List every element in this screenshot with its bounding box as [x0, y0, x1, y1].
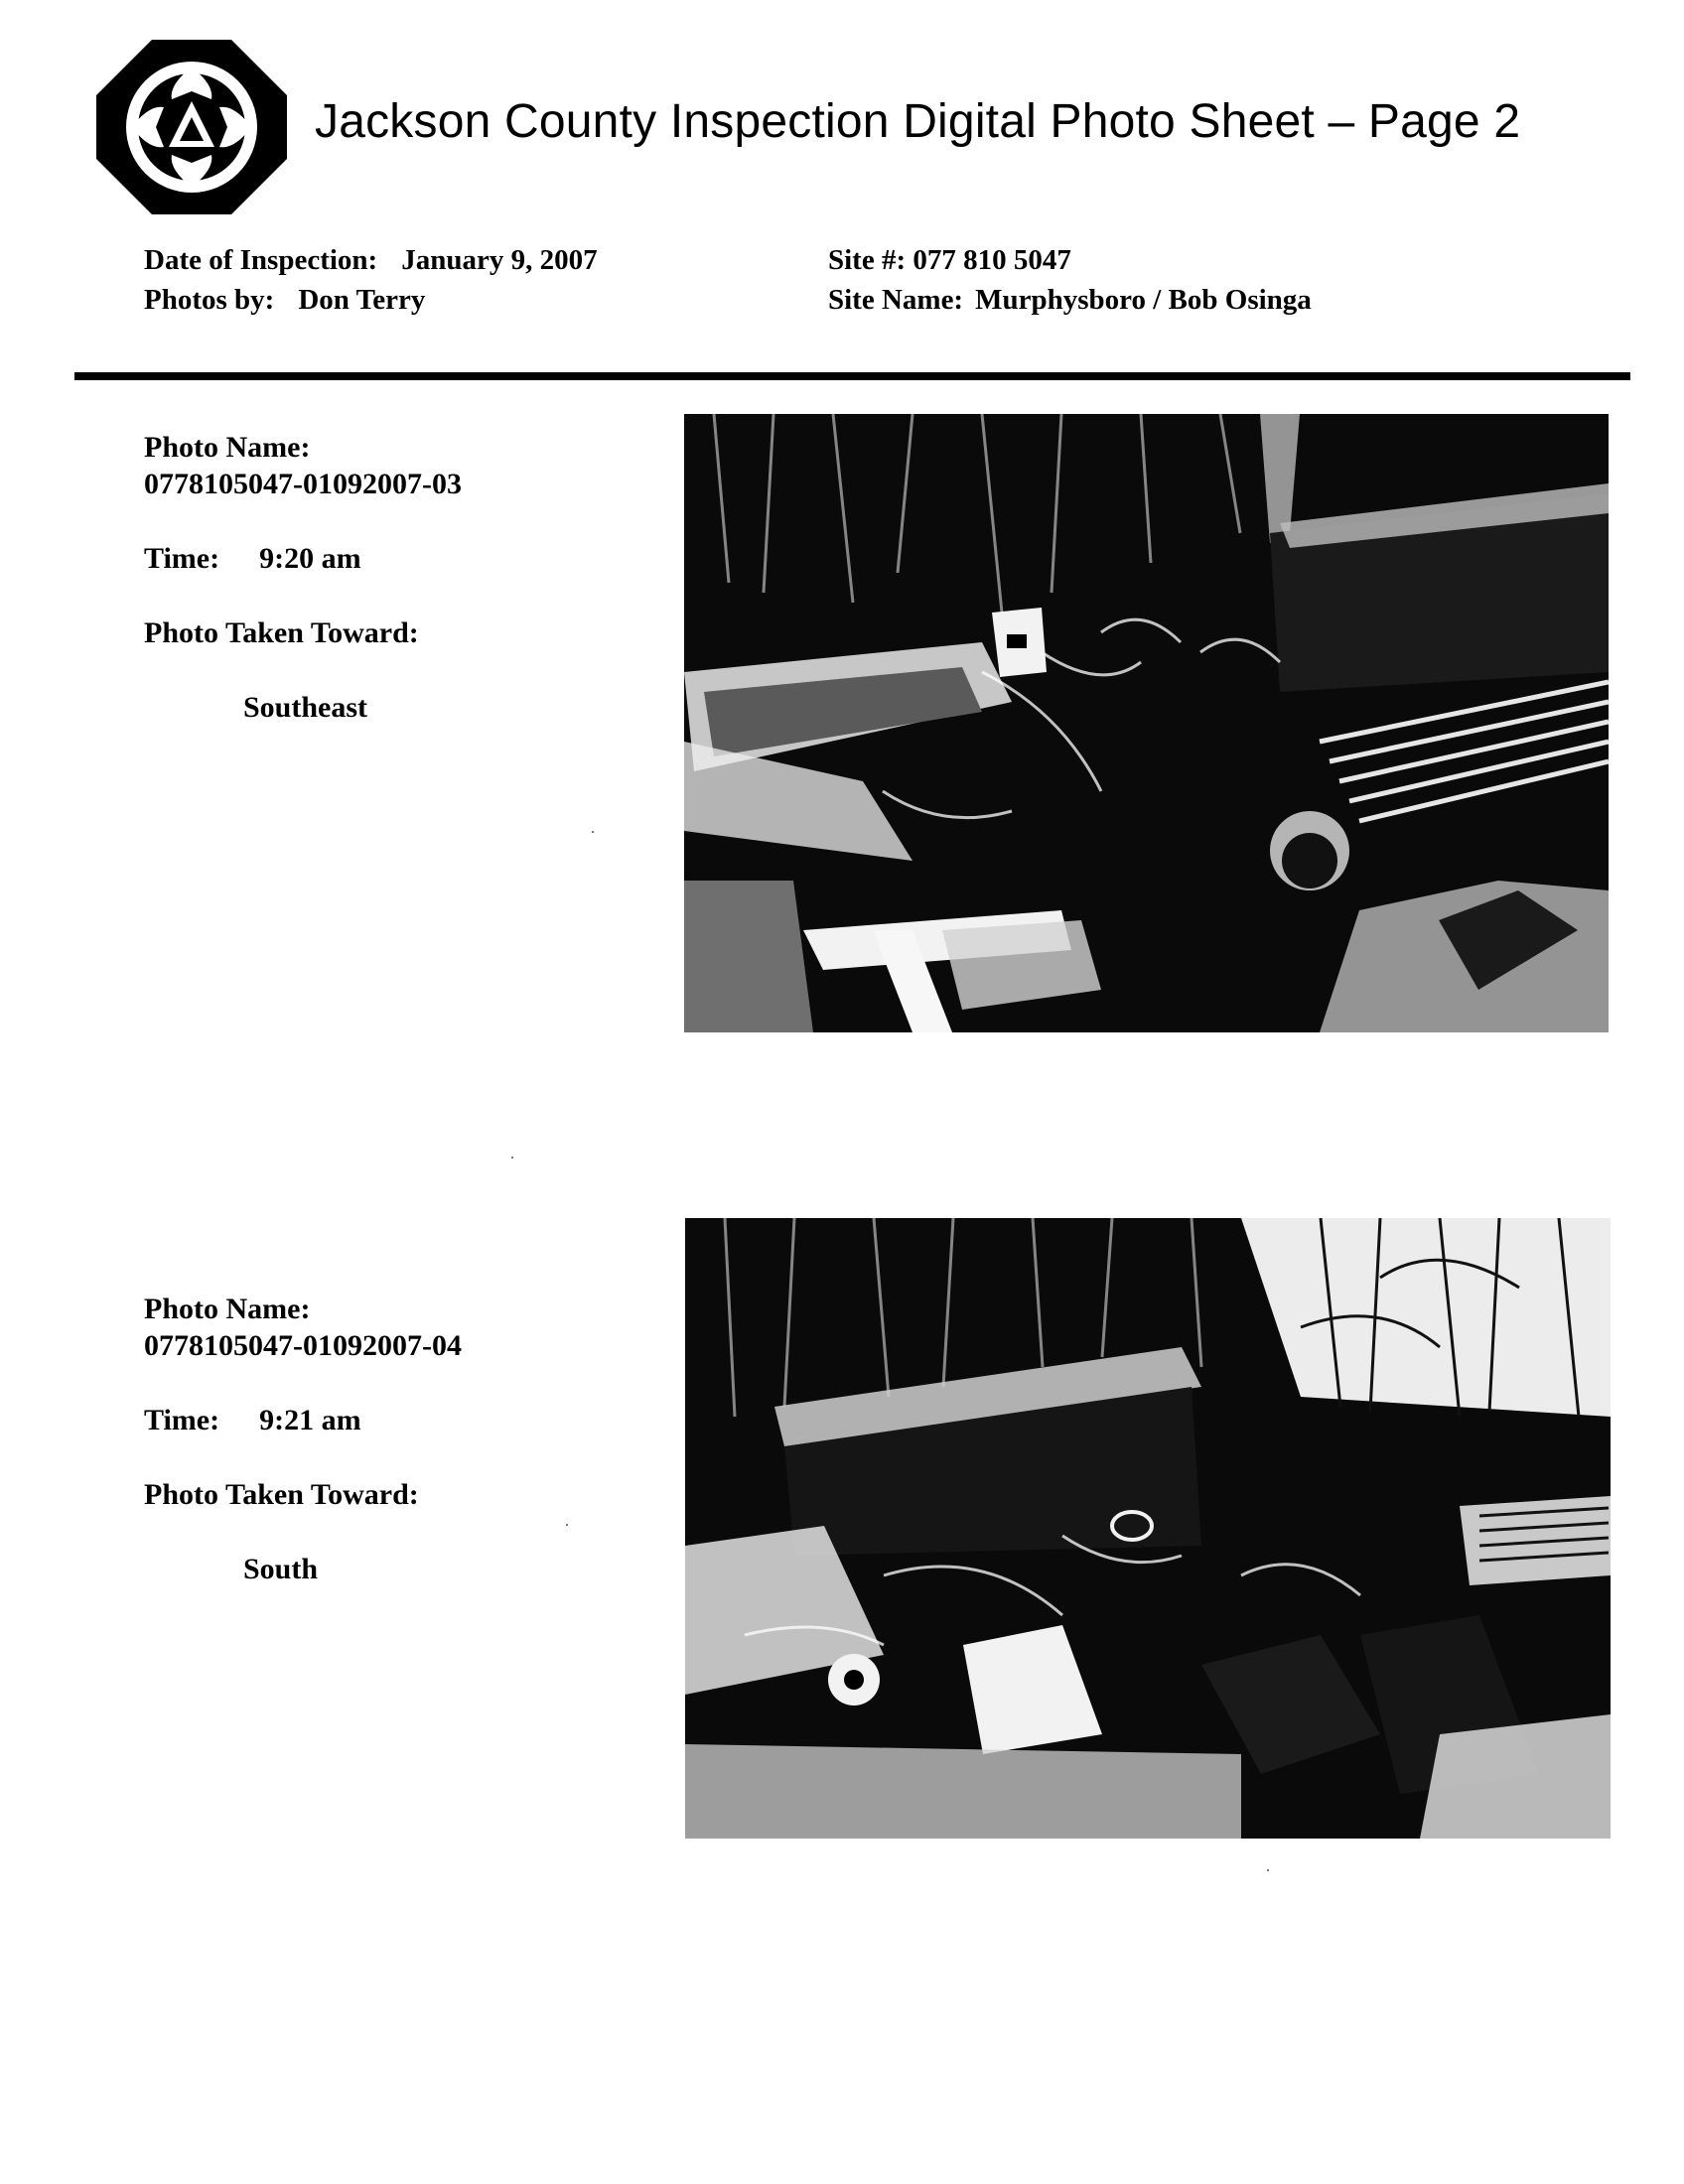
photo-1-info — [144, 429, 462, 726]
photos-by — [144, 280, 598, 320]
inspection-meta-right — [828, 240, 1312, 320]
photos-by-label: Photos by: — [144, 284, 275, 316]
photo-2-time-value: 9:21 am — [259, 1404, 361, 1436]
site-name-value: Murphysboro / Bob Osinga — [975, 284, 1312, 316]
site-name-label: Site Name: — [828, 284, 964, 316]
scan-speck — [1267, 1869, 1269, 1871]
photo-2-direction-label: Photo Taken Toward: — [144, 1478, 419, 1511]
photo-2-name-value: 0778105047-01092007-04 — [144, 1329, 462, 1362]
photo-1-name-label: Photo Name: — [144, 431, 311, 464]
site-number-label: Site #: — [828, 244, 907, 276]
header-divider — [74, 372, 1630, 380]
photo-2-time — [144, 1402, 462, 1438]
photo-2-image — [685, 1218, 1611, 1839]
scan-speck — [566, 1524, 568, 1526]
photo-1-time-label: Time: — [144, 542, 220, 575]
site-number — [828, 240, 1312, 280]
photo-2-info — [144, 1291, 462, 1587]
county-seal-icon — [94, 38, 289, 216]
photo-1-time — [144, 540, 462, 577]
inspection-meta-left — [144, 240, 598, 320]
scan-speck — [592, 831, 594, 833]
photo-1-name-value: 0778105047-01092007-03 — [144, 468, 462, 500]
photo-2-direction-value: South — [243, 1553, 319, 1585]
photo-1-image — [684, 414, 1609, 1032]
page-title: Jackson County Inspection Digital Photo Sheet – Page 2 — [315, 95, 1521, 148]
inspection-date — [144, 240, 598, 280]
site-number-value: 077 810 5047 — [912, 244, 1071, 276]
photo-2-time-label: Time: — [144, 1404, 220, 1436]
photos-by-value: Don Terry — [298, 284, 426, 316]
photo-1-direction-value: Southeast — [243, 691, 368, 724]
scan-speck — [511, 1157, 513, 1159]
date-value: January 9, 2007 — [401, 244, 598, 276]
photo-1-time-value: 9:20 am — [259, 542, 361, 575]
site-name — [828, 280, 1312, 320]
photo-1-direction-label: Photo Taken Toward: — [144, 616, 419, 649]
date-label: Date of Inspection: — [144, 244, 378, 276]
photo-2-name-label: Photo Name: — [144, 1293, 311, 1325]
